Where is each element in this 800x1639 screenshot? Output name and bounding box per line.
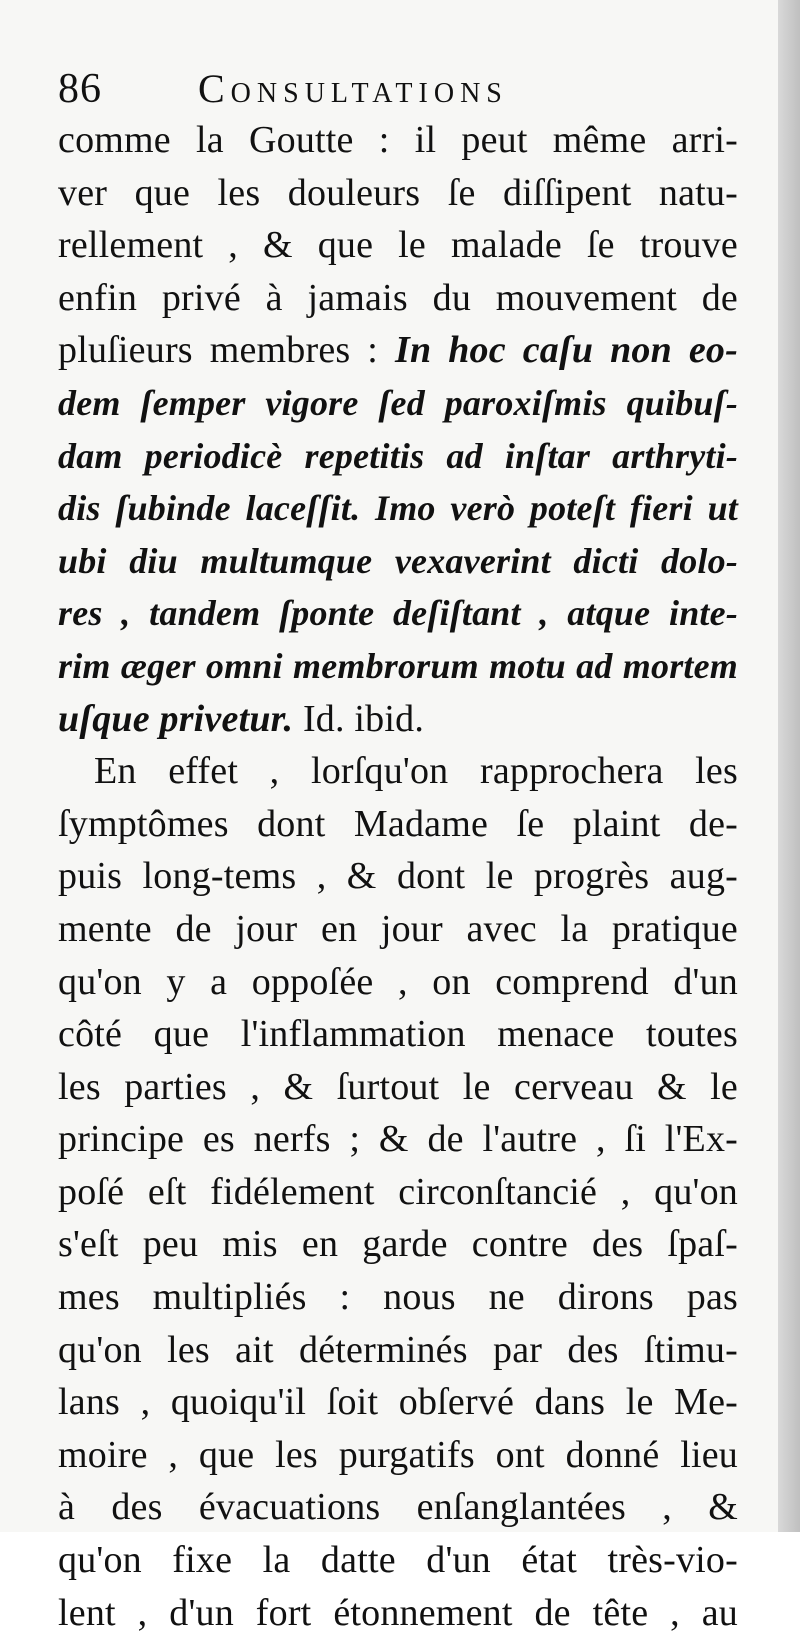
text-line: côté que l'inflammation menace toutes (58, 1013, 738, 1056)
text-line: ſymptômes dont Madame ſe plaint de- (58, 802, 738, 845)
text-line: mes multipliés : nous ne dirons pas (58, 1276, 738, 1319)
text-line: qu'on les ait déterminés par des ſtimu- (58, 1328, 738, 1371)
text-span: En effet , lorſqu'on rapprochera les (94, 750, 738, 793)
text-line (58, 324, 738, 377)
text-line (58, 693, 738, 746)
latin-quote-line: ubi diu multumque vexaverint dicti dolo- (58, 540, 738, 581)
latin-quote-line: res , tandem ſponte deſiſtant , atque inte- (58, 593, 738, 634)
latin-quote-line: dam periodicè repetitis ad inſtar arthryti- (58, 435, 738, 476)
text-line: lans , quoiqu'il ſoit obſervé dans le Me- (58, 1381, 738, 1424)
paragraph-first-line (58, 745, 738, 798)
text-line: comme la Goutte : il peut même arri- (58, 119, 738, 161)
text-line: qu'on fixe la datte d'un état très-vio- (58, 1539, 738, 1582)
latin-quote-line: dis ſubinde laceſſit. Imo verò poteſt fieri ut (58, 488, 738, 529)
page-edge (778, 0, 800, 1532)
latin-quote-line: dem ſemper vigore ſed paroxiſmis quibuſ- (58, 382, 738, 423)
latin-quote-span: uſque privetur. (58, 697, 303, 740)
text-span: pluſieurs membres : (58, 329, 395, 372)
citation-span: Id. ibid. (302, 697, 425, 740)
latin-quote-line: rim æger omni membrorum motu ad mortem (58, 645, 738, 686)
text-line: enfin privé à jamais du mouvement de (58, 276, 738, 319)
text-line: à des évacuations enſanglantées , & (58, 1486, 738, 1529)
body-text (58, 114, 738, 1639)
text-line: mente de jour en jour avec la pratique (58, 907, 738, 950)
text-line: principe es nerfs ; & de l'autre , ſi l'Ex- (58, 1118, 738, 1161)
text-line: rellement , & que le malade ſe trouve (58, 224, 738, 267)
text-line: poſé eſt fidélement circonſtancié , qu'on (58, 1170, 738, 1213)
text-line: qu'on y a oppoſée , on comprend d'un (58, 960, 738, 1003)
latin-quote-span: In hoc caſu non eo- (394, 329, 738, 372)
text-line: lent , d'un fort étonnement de tête , au (58, 1591, 738, 1634)
text-line: les parties , & ſurtout le cerveau & le (58, 1065, 738, 1108)
text-line: moire , que les purgatifs ont donné lieu (58, 1433, 738, 1476)
text-line: s'eſt peu mis en garde contre des ſpaſ- (58, 1223, 738, 1266)
page-number: 86 (58, 66, 102, 112)
text-line: ver que les douleurs ſe diſſipent natu- (58, 171, 738, 214)
page-header (58, 62, 758, 116)
text-line: puis long-tems , & dont le progrès aug- (58, 855, 738, 898)
running-head: Consultations (198, 66, 508, 111)
